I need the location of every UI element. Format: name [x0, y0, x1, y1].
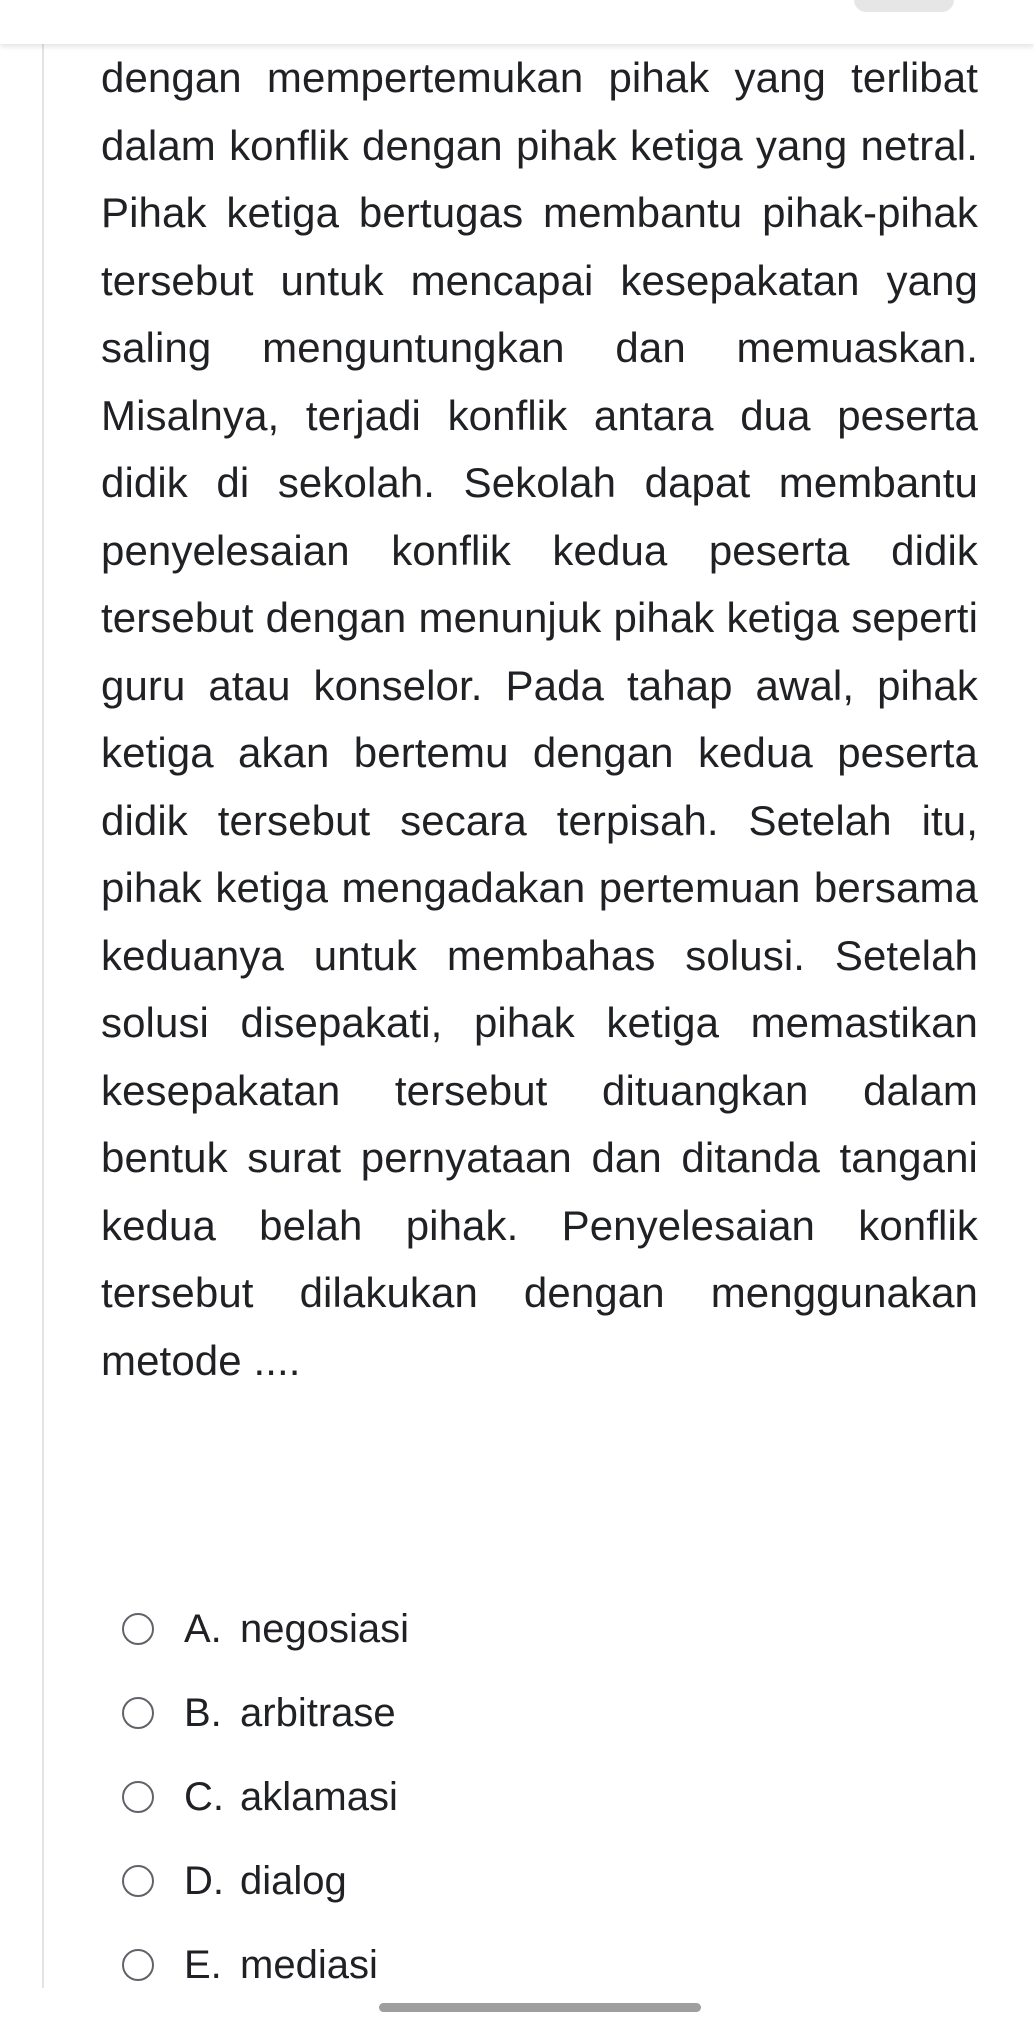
option-c[interactable]: [122, 1755, 922, 1839]
option-letter-a: A.: [184, 1606, 222, 1651]
radio-button-d[interactable]: [122, 1865, 154, 1897]
option-letter-b: B.: [184, 1690, 222, 1735]
question-text: dengan mempertemukan pihak yang terlibat dalam konflik dengan pihak ketiga yang netral. Pihak ketiga bertugas membantu pihak-pihak tersebut untuk mencapai kesepakatan yang saling menguntungkan dan memuaskan. Misalnya, terjadi konflik antara dua peserta didik di sekolah. Sekolah dapat membantu penyelesaian konflik kedua peserta didik tersebut dengan menunjuk pihak ketiga seperti guru atau konselor. Pada tahap awal, pihak ketiga akan bertemu dengan kedua peserta didik tersebut secara terpisah. Setelah itu, pihak ketiga mengadakan pertemuan bersama keduanya untuk membahas solusi. Setelah solusi disepakati, pihak ketiga memastikan kesepakatan tersebut dituangkan dalam bentuk surat pernyataan dan ditanda tangani kedua belah pihak. Penyelesaian konflik tersebut dilakukan dengan menggunakan metode ....: [101, 54, 978, 1384]
option-label-e: mediasi: [240, 1942, 378, 1987]
option-label-a: negosiasi: [240, 1606, 410, 1651]
radio-button-e[interactable]: [122, 1949, 154, 1981]
question-card-border: [42, 44, 44, 1988]
option-a[interactable]: [122, 1587, 922, 1671]
option-label-d: dialog: [240, 1858, 347, 1903]
radio-button-b[interactable]: [122, 1697, 154, 1729]
option-letter-e: E.: [184, 1942, 222, 1987]
option-letter-c: C.: [184, 1774, 224, 1819]
answer-options: [122, 1587, 922, 2007]
option-d[interactable]: [122, 1839, 922, 1923]
top-bar-tab-shape: [854, 0, 954, 12]
radio-button-a[interactable]: [122, 1613, 154, 1645]
option-letter-d: D.: [184, 1858, 224, 1903]
option-label-b: arbitrase: [240, 1690, 396, 1735]
home-indicator-bar[interactable]: [379, 2003, 701, 2012]
radio-button-c[interactable]: [122, 1781, 154, 1813]
option-label-c: aklamasi: [240, 1774, 398, 1819]
option-e[interactable]: [122, 1923, 922, 2007]
top-app-bar: [0, 0, 1034, 44]
option-b[interactable]: [122, 1671, 922, 1755]
